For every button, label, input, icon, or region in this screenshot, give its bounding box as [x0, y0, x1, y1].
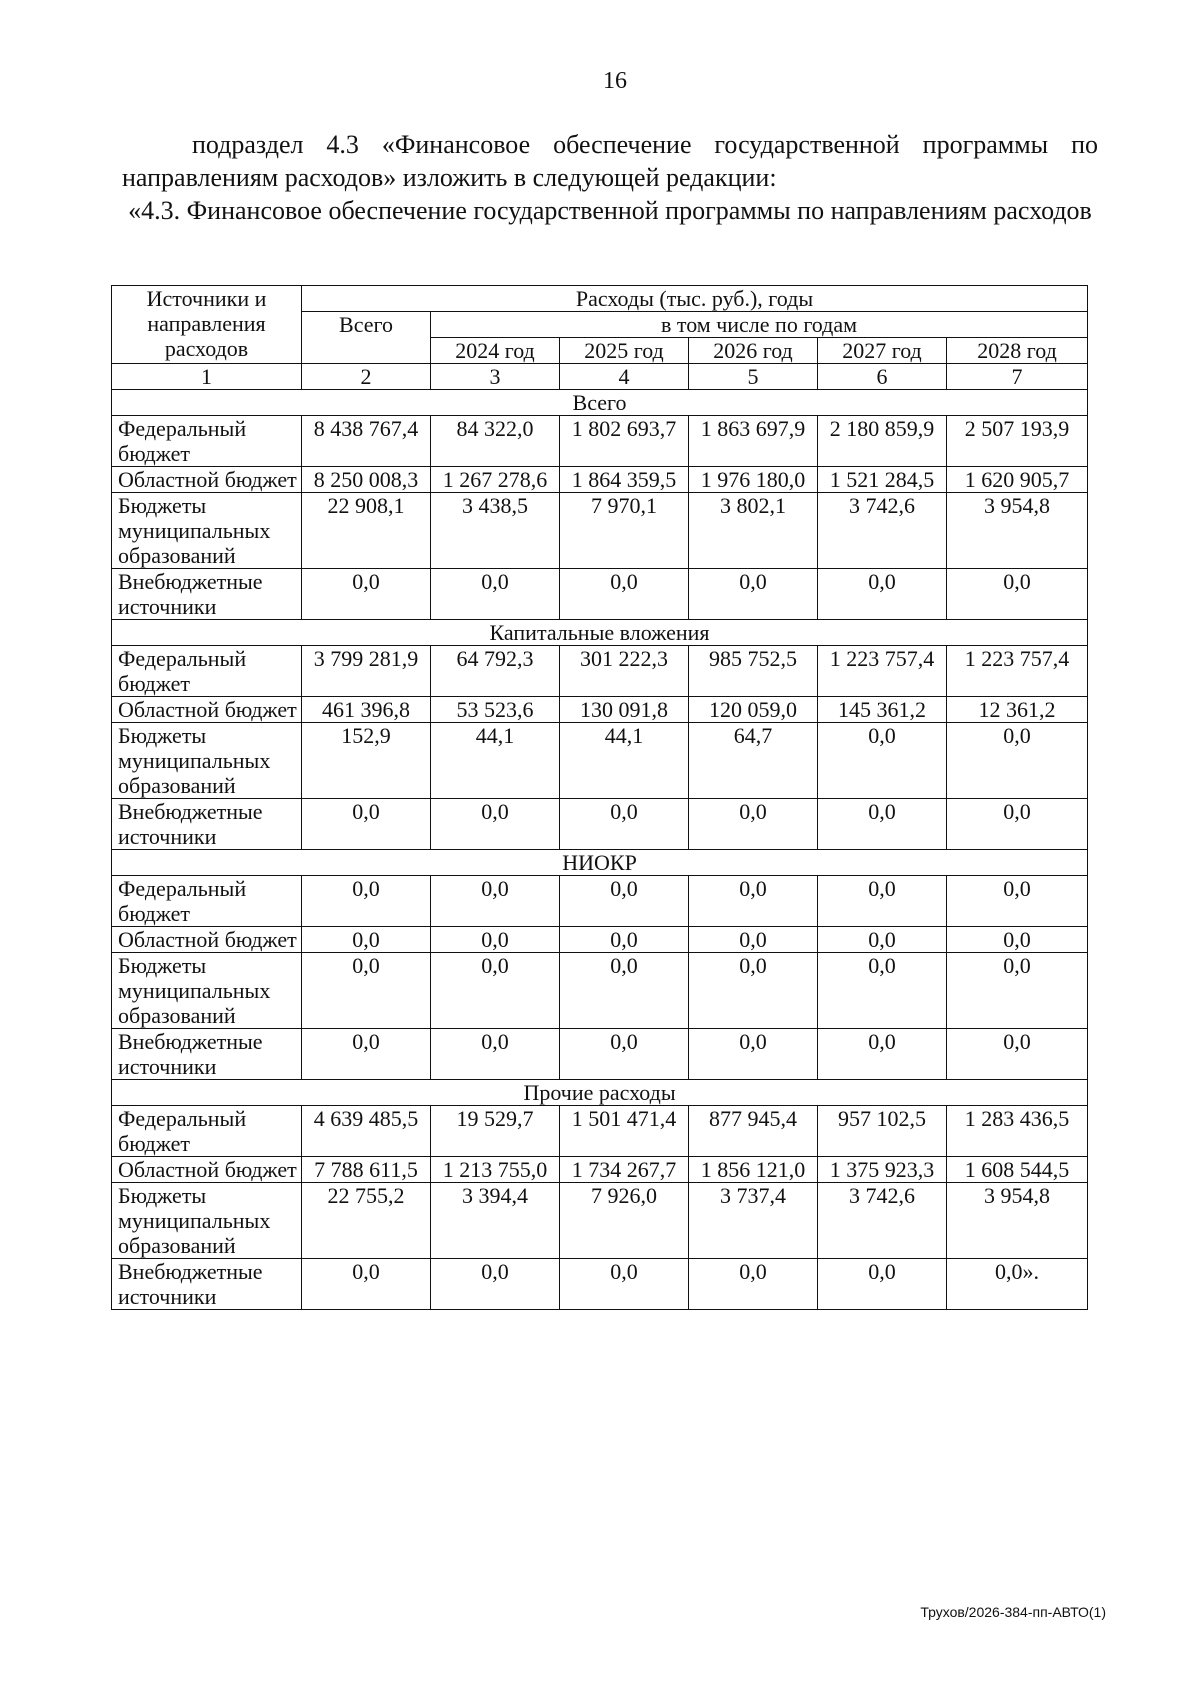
value-cell: 0,0 [302, 569, 431, 620]
page-number: 16 [603, 68, 627, 94]
value-cell: 1 283 436,5 [947, 1106, 1088, 1157]
row-label: Федеральный бюджет [112, 416, 302, 467]
table-row [112, 1106, 1088, 1157]
column-number: 2 [302, 364, 431, 390]
value-cell: 1 223 757,4 [818, 646, 947, 697]
value-cell: 0,0 [947, 569, 1088, 620]
value-cell: 0,0 [431, 876, 560, 927]
column-number: 7 [947, 364, 1088, 390]
by-years-header: в том числе по годам [431, 312, 1088, 338]
value-cell: 1 802 693,7 [560, 416, 689, 467]
year-header: 2025 год [560, 338, 689, 364]
value-cell: 3 737,4 [689, 1183, 818, 1259]
row-label: Бюджеты муниципальных образований [112, 493, 302, 569]
expenses-header: Расходы (тыс. руб.), годы [302, 286, 1088, 312]
value-cell: 3 799 281,9 [302, 646, 431, 697]
value-cell: 0,0». [947, 1259, 1088, 1310]
table-row [112, 799, 1088, 850]
table-row [112, 416, 1088, 467]
year-header: 2027 год [818, 338, 947, 364]
row-label: Внебюджетные источники [112, 1259, 302, 1310]
value-cell: 1 734 267,7 [560, 1157, 689, 1183]
value-cell: 0,0 [947, 723, 1088, 799]
table-row [112, 569, 1088, 620]
document-reference: Трухов/2026-384-пп-АВТО(1) [920, 1604, 1106, 1620]
section-title: Капитальные вложения [112, 620, 1088, 646]
value-cell: 1 856 121,0 [689, 1157, 818, 1183]
value-cell: 64 792,3 [431, 646, 560, 697]
value-cell: 0,0 [689, 1029, 818, 1080]
value-cell: 0,0 [302, 876, 431, 927]
value-cell: 145 361,2 [818, 697, 947, 723]
value-cell: 3 394,4 [431, 1183, 560, 1259]
value-cell: 957 102,5 [818, 1106, 947, 1157]
value-cell: 3 438,5 [431, 493, 560, 569]
value-cell: 3 742,6 [818, 1183, 947, 1259]
value-cell: 0,0 [302, 1029, 431, 1080]
column-number: 3 [431, 364, 560, 390]
table-row [112, 646, 1088, 697]
value-cell: 0,0 [689, 1259, 818, 1310]
row-label: Федеральный бюджет [112, 876, 302, 927]
column-number: 5 [689, 364, 818, 390]
column-number: 6 [818, 364, 947, 390]
value-cell: 0,0 [689, 927, 818, 953]
financing-table [111, 285, 1088, 1310]
row-label: Бюджеты муниципальных образований [112, 723, 302, 799]
value-cell: 8 438 767,4 [302, 416, 431, 467]
value-cell: 1 521 284,5 [818, 467, 947, 493]
section-heading: «4.3. Финансовое обеспечение государственной программы по направлениям расходов [128, 196, 1092, 225]
table-row [112, 1259, 1088, 1310]
value-cell: 1 375 923,3 [818, 1157, 947, 1183]
sources-header: Источники и направления расходов [112, 286, 302, 364]
year-header: 2024 год [431, 338, 560, 364]
value-cell: 0,0 [302, 927, 431, 953]
value-cell: 1 620 905,7 [947, 467, 1088, 493]
value-cell: 1 864 359,5 [560, 467, 689, 493]
value-cell: 3 802,1 [689, 493, 818, 569]
table-row [112, 493, 1088, 569]
value-cell: 44,1 [431, 723, 560, 799]
value-cell: 8 250 008,3 [302, 467, 431, 493]
value-cell: 0,0 [818, 927, 947, 953]
section-title: НИОКР [112, 850, 1088, 876]
value-cell: 0,0 [689, 799, 818, 850]
table-row [112, 697, 1088, 723]
year-header: 2026 год [689, 338, 818, 364]
total-header: Всего [302, 312, 431, 364]
value-cell: 64,7 [689, 723, 818, 799]
value-cell: 0,0 [689, 876, 818, 927]
value-cell: 44,1 [560, 723, 689, 799]
table-row [112, 953, 1088, 1029]
column-number: 4 [560, 364, 689, 390]
value-cell: 2 507 193,9 [947, 416, 1088, 467]
value-cell: 0,0 [431, 1029, 560, 1080]
value-cell: 0,0 [947, 876, 1088, 927]
value-cell: 1 213 755,0 [431, 1157, 560, 1183]
row-label: Внебюджетные источники [112, 1029, 302, 1080]
row-label: Федеральный бюджет [112, 646, 302, 697]
value-cell: 22 908,1 [302, 493, 431, 569]
value-cell: 7 926,0 [560, 1183, 689, 1259]
value-cell: 19 529,7 [431, 1106, 560, 1157]
row-label: Областной бюджет [112, 927, 302, 953]
value-cell: 3 954,8 [947, 1183, 1088, 1259]
value-cell: 0,0 [818, 876, 947, 927]
value-cell: 0,0 [431, 569, 560, 620]
year-header: 2028 год [947, 338, 1088, 364]
value-cell: 301 222,3 [560, 646, 689, 697]
intro-text [122, 128, 1098, 194]
section-row [112, 620, 1088, 646]
row-label: Областной бюджет [112, 1157, 302, 1183]
column-numbers-row [112, 364, 1088, 390]
value-cell: 152,9 [302, 723, 431, 799]
section-title: Прочие расходы [112, 1080, 1088, 1106]
value-cell: 0,0 [560, 569, 689, 620]
value-cell: 1 608 544,5 [947, 1157, 1088, 1183]
value-cell: 0,0 [818, 569, 947, 620]
value-cell: 0,0 [560, 1029, 689, 1080]
table-row [112, 927, 1088, 953]
value-cell: 0,0 [302, 799, 431, 850]
value-cell: 0,0 [947, 953, 1088, 1029]
value-cell: 0,0 [818, 723, 947, 799]
value-cell: 84 322,0 [431, 416, 560, 467]
value-cell: 0,0 [302, 1259, 431, 1310]
value-cell: 22 755,2 [302, 1183, 431, 1259]
value-cell: 0,0 [560, 876, 689, 927]
value-cell: 1 223 757,4 [947, 646, 1088, 697]
value-cell: 120 059,0 [689, 697, 818, 723]
value-cell: 53 523,6 [431, 697, 560, 723]
row-label: Федеральный бюджет [112, 1106, 302, 1157]
value-cell: 0,0 [431, 953, 560, 1029]
value-cell: 3 954,8 [947, 493, 1088, 569]
value-cell: 0,0 [689, 569, 818, 620]
value-cell: 0,0 [302, 953, 431, 1029]
value-cell: 877 945,4 [689, 1106, 818, 1157]
value-cell: 0,0 [560, 799, 689, 850]
table-row [112, 876, 1088, 927]
value-cell: 7 788 611,5 [302, 1157, 431, 1183]
section-title: Всего [112, 390, 1088, 416]
value-cell: 1 501 471,4 [560, 1106, 689, 1157]
value-cell: 4 639 485,5 [302, 1106, 431, 1157]
value-cell: 0,0 [431, 927, 560, 953]
row-label: Бюджеты муниципальных образований [112, 1183, 302, 1259]
table-row [112, 723, 1088, 799]
value-cell: 0,0 [431, 799, 560, 850]
value-cell: 0,0 [947, 1029, 1088, 1080]
value-cell: 0,0 [560, 927, 689, 953]
table-row [112, 467, 1088, 493]
value-cell: 0,0 [818, 953, 947, 1029]
section-row [112, 850, 1088, 876]
value-cell: 985 752,5 [689, 646, 818, 697]
value-cell: 1 976 180,0 [689, 467, 818, 493]
value-cell: 0,0 [818, 799, 947, 850]
value-cell: 0,0 [431, 1259, 560, 1310]
intro-paragraph: подраздел 4.3 «Финансовое обеспечение государственной программы по направлениям расходов» изложить в следующей редакции: [122, 130, 1098, 192]
value-cell: 0,0 [560, 953, 689, 1029]
table-header-row-1 [112, 286, 1088, 312]
value-cell: 461 396,8 [302, 697, 431, 723]
value-cell: 0,0 [560, 1259, 689, 1310]
value-cell: 0,0 [947, 799, 1088, 850]
section-row [112, 1080, 1088, 1106]
table-row [112, 1157, 1088, 1183]
value-cell: 0,0 [947, 927, 1088, 953]
row-label: Внебюджетные источники [112, 799, 302, 850]
value-cell: 2 180 859,9 [818, 416, 947, 467]
value-cell: 0,0 [818, 1029, 947, 1080]
value-cell: 3 742,6 [818, 493, 947, 569]
section-row [112, 390, 1088, 416]
row-label: Областной бюджет [112, 697, 302, 723]
row-label: Внебюджетные источники [112, 569, 302, 620]
value-cell: 0,0 [689, 953, 818, 1029]
table-row [112, 1183, 1088, 1259]
value-cell: 130 091,8 [560, 697, 689, 723]
row-label: Бюджеты муниципальных образований [112, 953, 302, 1029]
value-cell: 12 361,2 [947, 697, 1088, 723]
value-cell: 7 970,1 [560, 493, 689, 569]
column-number: 1 [112, 364, 302, 390]
table-row [112, 1029, 1088, 1080]
row-label: Областной бюджет [112, 467, 302, 493]
value-cell: 0,0 [818, 1259, 947, 1310]
value-cell: 1 267 278,6 [431, 467, 560, 493]
value-cell: 1 863 697,9 [689, 416, 818, 467]
